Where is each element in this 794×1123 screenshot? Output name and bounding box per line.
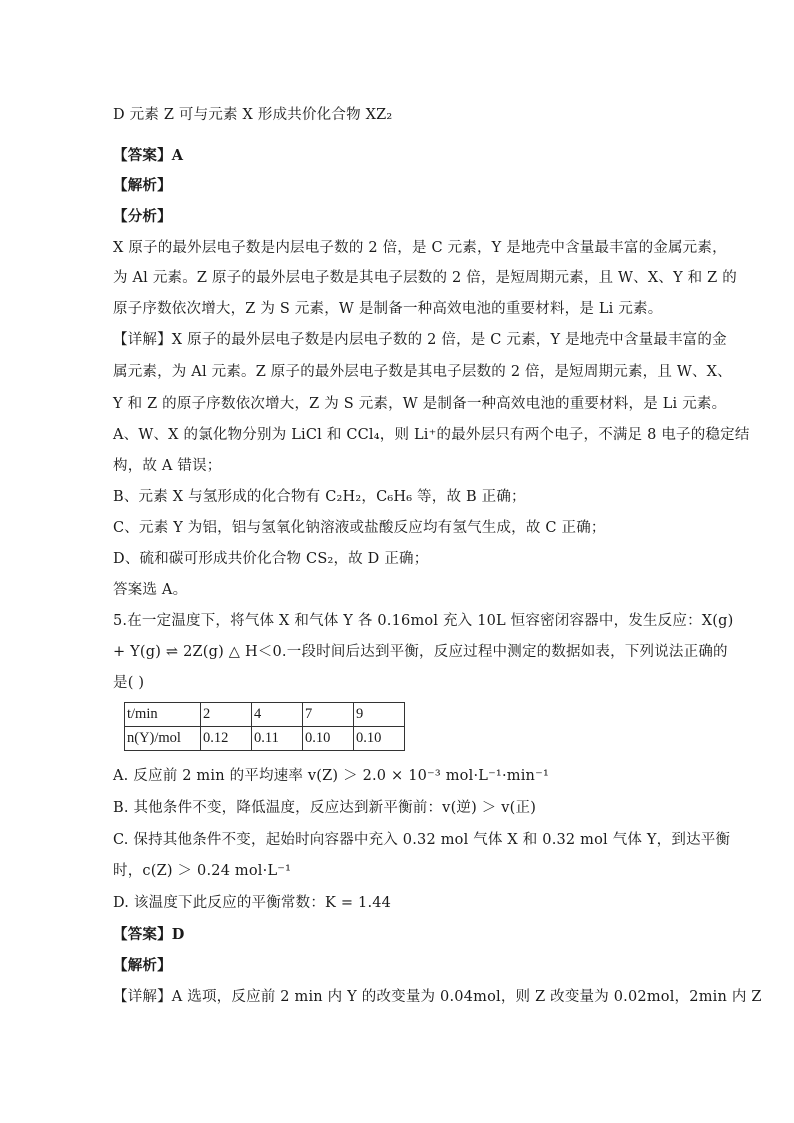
data-table [124,702,405,751]
paragraph-line: X 原子的最外层电子数是内层电子数的 2 倍，是 C 元素，Y 是地壳中含量最丰富的金属元素， [113,240,727,256]
analysis-heading: 【解析】 [113,177,172,194]
table-cell: 0.10 [303,727,354,751]
explanation-b-line: B、元素 X 与氢形成的化合物有 C₂H₂，C₆H₆ 等，故 B 正确； [113,489,526,505]
detail-paragraph-line: Y 和 Z 的原子序数依次增大，Z 为 S 元素，W 是制备一种高效电池的重要材料，是 Li 元素。 [113,396,727,412]
explanation-a-line: 构，故 A 错误； [113,458,222,474]
table-cell: 4 [252,703,303,727]
table-cell: n(Y)/mol [125,727,201,751]
paragraph-line: 为 Al 元素。Z 原子的最外层电子数是其电子层数的 2 倍，是短周期元素，且 W、X、Y 和 Z 的 [113,270,737,286]
detail-paragraph-line: 【详解】X 原子的最外层电子数是内层电子数的 2 倍，是 C 元素，Y 是地壳中含量最丰富的金 [113,332,727,348]
paragraph-line: 原子序数依次增大，Z 为 S 元素，W 是制备一种高效电池的重要材料，是 Li 元素。 [113,301,663,317]
option-c-line: C. 保持其他条件不变，起始时向容器中充入 0.32 mol 气体 X 和 0.32 mol 气体 Y，到达平衡 [113,832,731,848]
detail-paragraph-line: 【详解】A 选项，反应前 2 min 内 Y 的改变量为 0.04mol，则 Z 改变量为 0.02mol，2min 内 Z [113,989,762,1005]
answer-choice-line: 答案选 A。 [113,582,188,598]
question-5-line: + Y(g) ⇌ 2Z(g) △ H＜0.一段时间后达到平衡，反应过程中测定的数据如表，下列说法正确的 [113,644,728,660]
explanation-d-line: D、硫和碳可形成共价化合物 CS₂，故 D 正确； [113,551,429,567]
option-c-line: 时，c(Z) ＞ 0.24 mol·L⁻¹ [113,863,292,879]
option-b-line: B. 其他条件不变，降低温度，反应达到新平衡前：v(逆) ＞ v(正) [113,800,537,816]
explanation-a-line: A、W、X 的氯化物分别为 LiCl 和 CCl₄，则 Li⁺的最外层只有两个电子，不满足 8 电子的稳定结 [113,427,750,443]
option-d-text: D 元素 Z 可与元素 X 形成共价化合物 XZ₂ [113,107,393,123]
detail-paragraph-line: 属元素，为 Al 元素。Z 原子的最外层电子数是其电子层数的 2 倍，是短周期元素，且 W、X、 [113,364,732,380]
question-5-line: 是( ) [113,675,145,691]
table-cell: 0.11 [252,727,303,751]
table-cell: 0.10 [354,727,405,751]
table-row [125,703,405,727]
table-cell: t/min [125,703,201,727]
answer-label: 【答案】A [113,147,184,164]
table-cell: 0.12 [201,727,252,751]
table-cell: 9 [354,703,405,727]
question-5-line: 5.在一定温度下，将气体 X 和气体 Y 各 0.16mol 充入 10L 恒容密闭容器中，发生反应：X(g) [113,613,734,629]
analysis-heading: 【解析】 [113,957,172,974]
explanation-c-line: C、元素 Y 为铝，铝与氢氧化钠溶液或盐酸反应均有氢气生成，故 C 正确； [113,520,606,536]
option-a-line: A. 反应前 2 min 的平均速率 v(Z) ＞ 2.0 × 10⁻³ mol·L⁻¹·min⁻¹ [113,768,549,784]
answer-label: 【答案】D [113,926,185,943]
table-cell: 2 [201,703,252,727]
table-cell: 7 [303,703,354,727]
fenxi-heading: 【分析】 [113,208,172,225]
option-d-line: D. 该温度下此反应的平衡常数：K = 1.44 [113,895,392,911]
table-row [125,727,405,751]
